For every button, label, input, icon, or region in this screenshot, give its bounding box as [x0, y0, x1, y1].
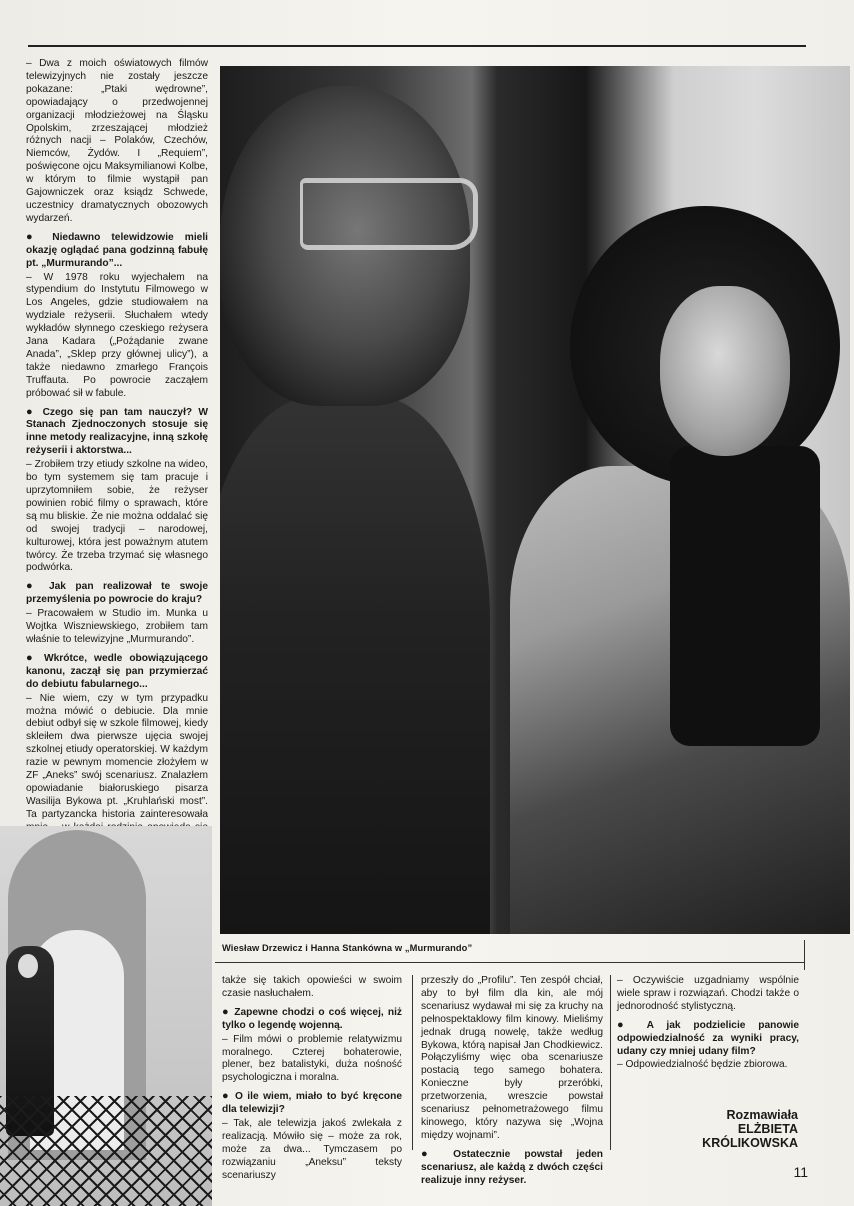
photo-caption: Wiesław Drzewicz i Hanna Stankówna w „Murmurando”: [222, 943, 473, 953]
bottom-text-column-1: [222, 975, 402, 1184]
interview-question: ● Czego się pan tam nauczył? W Stanach Zjednoczonych stosuje się inne metody realizacyjne, inną szkołę reżyserii i aktorstwa...: [26, 406, 208, 459]
signature-by: Rozmawiała: [726, 1108, 798, 1122]
interview-answer: – Nie wiem, czy w tym przypadku można mówić o debiucie. Dla mnie debiut odbył się w szkole filmowej, kiedy skleiłem dwa pierwsze ujęcia swojej szkolnej etiudy operatorskiej. W każdym razie w pewnym momencie złożyłem w ZF „Aneks” swój scenariusz. Znalazłem opowiadanie białoruskiego pisarza Wasilija Bykowa pt. „Kruhlański most”. Ta partyzancka historia zainteresowała: [26, 692, 208, 820]
caption-underline: [215, 962, 805, 963]
film-still-photo: [220, 66, 850, 934]
man-body: [220, 396, 490, 934]
glasses: [300, 178, 478, 250]
interview-question: ● O ile wiem, miało to być kręcone dla telewizji?: [222, 1090, 402, 1117]
woman-face: [660, 286, 790, 456]
column-rule-2: [610, 975, 611, 1150]
interview-question: ● Niedawno telewidzowie mieli okazję oglądać pana godzinną fabułę pt. „Murmurando”...: [26, 231, 208, 271]
iron-fence: [0, 1096, 212, 1206]
left-text-column: [26, 58, 208, 848]
interview-answer: także się takich opowieści w swoim czasie nasłuchałem.: [222, 975, 402, 999]
interview-answer: przeszły do „Profilu”. Ten zespół chciał, aby to był film dla kin, ale mój scenariusz wydawał mi się za kruchy na pełnospektaklowy film kinowy. Mieliśmy jednak drugą nowelę, także według Bykowa, którą napisał Jan Chodkiewicz. Połączyliśmy więc oba scenariusze postacią tego samego bohatera. Konieczne były przeróbki, przetworzenia, wreszcie powstał scenariusz pełnometrażowego filmu kinowego, który nazywa się „Wojna między wojnami”.: [421, 975, 603, 1141]
bottom-text-column-2: [421, 975, 603, 1189]
interview-answer: – Odpowiedzialność będzie zbiorowa.: [617, 1059, 788, 1071]
interview-question: ● Wkrótce, wedle obowiązującego kanonu, zaczął się pan przymierzać do debiutu fabularnego...: [26, 652, 208, 692]
chapel-photo: [0, 826, 212, 1206]
interview-answer: – Zrobiłem trzy etiudy szkolne na wideo, bo tym systemem się tam pracuje i uprzytomniłem sobie, że reżyser powinien robić filmy o sprawach, które są mu bliskie. Że nie można oddalać się od swojej tradycji – narodowej, kulturowej, która jest poważnym atutem twórcy. Że trzeba trzymać się własnego podwórka.: [26, 459, 208, 574]
page-number: 11: [793, 1164, 808, 1180]
interview-question: ● Jak pan realizował te swoje przemyślenia po powrocie do kraju?: [26, 580, 208, 607]
bottom-text-column-3: [617, 975, 799, 1073]
interview-question: ● A jak podzielicie panowie odpowiedzialność za wyniki pracy, udany czy mniej udany film?: [617, 1019, 799, 1059]
interview-answer: – Tak, ale telewizja jakoś zwlekała z realizacją. Mówiło się – może za rok, może za dwa... Tymczasem po rozwiązaniu „Aneksu” teksty scenariuszy: [222, 1118, 402, 1181]
signature-name-2: KRÓLIKOWSKA: [702, 1136, 798, 1150]
interview-answer: – Pracowałem w Studio im. Munka u Wojtka Wiszniewskiego, zrobiłem tam właśnie to telewizyjne „Murmurando”.: [26, 608, 208, 645]
signature-name-1: ELŻBIETA: [737, 1122, 798, 1136]
top-rule: [28, 45, 806, 47]
caption-rule: [804, 940, 805, 970]
interview-answer: – W 1978 roku wyjechałem na stypendium do Instytutu Filmowego w Los Angeles, gdzie studiowałem na wydziale reżyserii. Słuchałem wtedy wykładów słynnego czeskiego reżysera Jana Kadara („Pożądanie zwane Anada”, „Sklep przy głównej ulicy”), a także niedawno zmarłego François Truffauta. Po powrocie zacząłem próbować sił w fabule.: [26, 271, 208, 399]
scarf: [670, 446, 820, 746]
interview-question: ● Zapewne chodzi o coś więcej, niż tylko o legendę wojenną.: [222, 1006, 402, 1033]
interview-answer: – Dwa z moich oświatowych filmów telewizyjnych nie zostały jeszcze pokazane: „Ptaki wędrowne”, opowiadający o przedwojennej organizacji młodzieżowej na Śląsku Opolskim, zrzeszającej młodzież różnych nacji – Polaków, Czechów, Niemców, Żydów. I „Requiem”, poświęcone ojcu Maksymilianowi Kolbe, w którym to filmie wystąpił pan Gajowniczek oraz ksiądz Schwede, uczestnicy dramatycznych obozowych wydarzeń.: [26, 58, 208, 224]
author-signature: [702, 1108, 798, 1150]
interview-answer: – Film mówi o problemie relatywizmu moralnego. Czterej bohaterowie, plener, bez batalistyki, duża nośność psychologiczna i moralna.: [222, 1033, 402, 1084]
interview-question: ● Ostatecznie powstał jeden scenariusz, ale każdą z dwóch części realizuje inny reżyser.: [421, 1148, 603, 1188]
statue-face: [18, 954, 38, 978]
column-rule-1: [412, 975, 413, 1150]
interview-answer: – Oczywiście uzgadniamy wspólnie wiele spraw i rozwiązań. Chodzi także o jednorodność stylistyczną.: [617, 975, 799, 1012]
